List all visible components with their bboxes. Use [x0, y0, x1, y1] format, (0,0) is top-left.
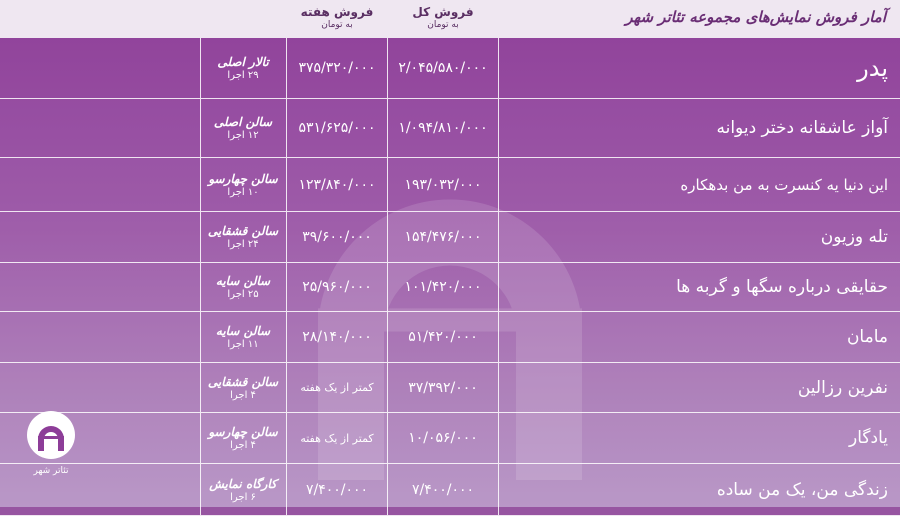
performance-count: ۲۴ اجرا: [227, 239, 259, 250]
total-sales: ۱۰۱/۴۲۰/۰۰۰: [404, 279, 482, 295]
performance-count: ۱۲ اجرا: [227, 130, 259, 141]
logo-label: تئاتر شهر: [33, 466, 69, 476]
header-total-label: فروش کل: [412, 5, 474, 19]
venue-cell: [200, 38, 286, 98]
table-row: [0, 464, 900, 516]
table-row: [0, 38, 900, 99]
column-divider: [498, 158, 499, 211]
total-sales: ۲/۰۴۵/۵۸۰/۰۰۰: [398, 60, 488, 76]
venue-name: سالن سایه: [215, 274, 271, 288]
play-title: آواز عاشقانه دختر دیوانه: [716, 118, 888, 138]
weekly-sales: ۷/۴۰۰/۰۰۰: [305, 481, 369, 498]
table-title: آمار فروش نمایش‌های مجموعه تئاتر شهر: [625, 8, 886, 26]
venue-name: سالن چهارسو: [208, 171, 278, 186]
sales-table: [0, 38, 900, 507]
table-row: [0, 158, 900, 212]
weekly-sales: ۲۵/۹۶۰/۰۰۰: [302, 279, 372, 295]
total-sales: ۵۱/۴۲۰/۰۰۰: [408, 329, 478, 345]
total-sales: ۷/۴۰۰/۰۰۰: [411, 481, 475, 498]
venue-name: سالن قشقایی: [207, 224, 279, 238]
theater-logo-icon: [26, 410, 76, 460]
performance-count: ۲۹ اجرا: [227, 70, 259, 81]
venue-name: سالن اصلی: [213, 115, 273, 129]
venue-cell: [200, 263, 286, 311]
weekly-sales: ۲۸/۱۴۰/۰۰۰: [302, 329, 372, 345]
performance-count: ۲۵ اجرا: [227, 289, 259, 300]
table-row: [0, 99, 900, 158]
venue-name: کارگاه نمایش: [209, 476, 277, 491]
theater-shahr-logo: [22, 410, 80, 480]
play-title: این دنیا یه کنسرت به من بدهکاره: [680, 175, 888, 194]
column-divider: [498, 38, 499, 98]
play-title: زندگی من، یک من ساده: [716, 479, 888, 500]
weekly-sales: ۳۷۵/۳۲۰/۰۰۰: [298, 60, 376, 76]
column-divider: [498, 464, 499, 515]
column-divider: [498, 99, 499, 157]
total-sales: ۱۰/۰۵۶/۰۰۰: [408, 430, 478, 446]
column-divider: [498, 312, 499, 362]
header-total-currency: به تومان: [427, 20, 459, 30]
venue-cell: [200, 363, 286, 412]
weekly-sales: ۳۹/۶۰۰/۰۰۰: [302, 229, 372, 245]
header-week-label: فروش هفته: [300, 5, 374, 19]
table-header: [0, 0, 900, 38]
weekly-sales: کمتر از یک هفته: [300, 431, 374, 445]
table-row: [0, 263, 900, 312]
play-title: حقایقی درباره سگها و گربه ها: [676, 277, 888, 297]
play-title: تله وزیون: [820, 227, 888, 247]
play-title: نفرین رزالین: [797, 377, 888, 398]
column-divider: [498, 413, 499, 463]
column-divider: [498, 212, 499, 262]
performance-count: ۴ اجرا: [230, 440, 256, 451]
performance-count: ۱۱ اجرا: [227, 339, 259, 350]
venue-cell: [200, 99, 286, 157]
column-divider: [498, 263, 499, 311]
venue-cell: [200, 464, 286, 515]
table-row: [0, 212, 900, 263]
venue-cell: [200, 413, 286, 463]
header-week: [287, 0, 387, 38]
total-sales: ۱/۰۹۴/۸۱۰/۰۰۰: [398, 120, 488, 136]
total-sales: ۱۵۴/۴۷۶/۰۰۰: [404, 229, 482, 245]
column-divider: [498, 363, 499, 412]
play-title: یادگار: [849, 428, 888, 448]
performance-count: ۴ اجرا: [230, 389, 256, 401]
performance-count: ۱۰ اجرا: [227, 186, 259, 198]
venue-name: تالار اصلی: [217, 55, 269, 69]
play-title: مامان: [846, 327, 888, 347]
performance-count: ۶ اجرا: [230, 491, 256, 503]
venue-name: سالن چهارسو: [208, 425, 278, 439]
venue-name: سالن قشقایی: [207, 374, 279, 389]
table-row: [0, 413, 900, 464]
header-week-currency: به تومان: [321, 20, 353, 30]
play-title: پدر: [857, 54, 888, 82]
venue-cell: [200, 212, 286, 262]
venue-name: سالن سایه: [215, 324, 271, 338]
weekly-sales: کمتر از یک هفته: [300, 381, 374, 394]
weekly-sales: ۱۲۳/۸۴۰/۰۰۰: [298, 176, 376, 193]
weekly-sales: ۵۳۱/۶۲۵/۰۰۰: [298, 120, 376, 136]
table-row: [0, 312, 900, 363]
venue-cell: [200, 158, 286, 211]
venue-cell: [200, 312, 286, 362]
header-total: [388, 0, 498, 38]
total-sales: ۳۷/۳۹۲/۰۰۰: [408, 379, 478, 396]
total-sales: ۱۹۳/۰۳۲/۰۰۰: [404, 176, 482, 193]
table-row: [0, 363, 900, 413]
